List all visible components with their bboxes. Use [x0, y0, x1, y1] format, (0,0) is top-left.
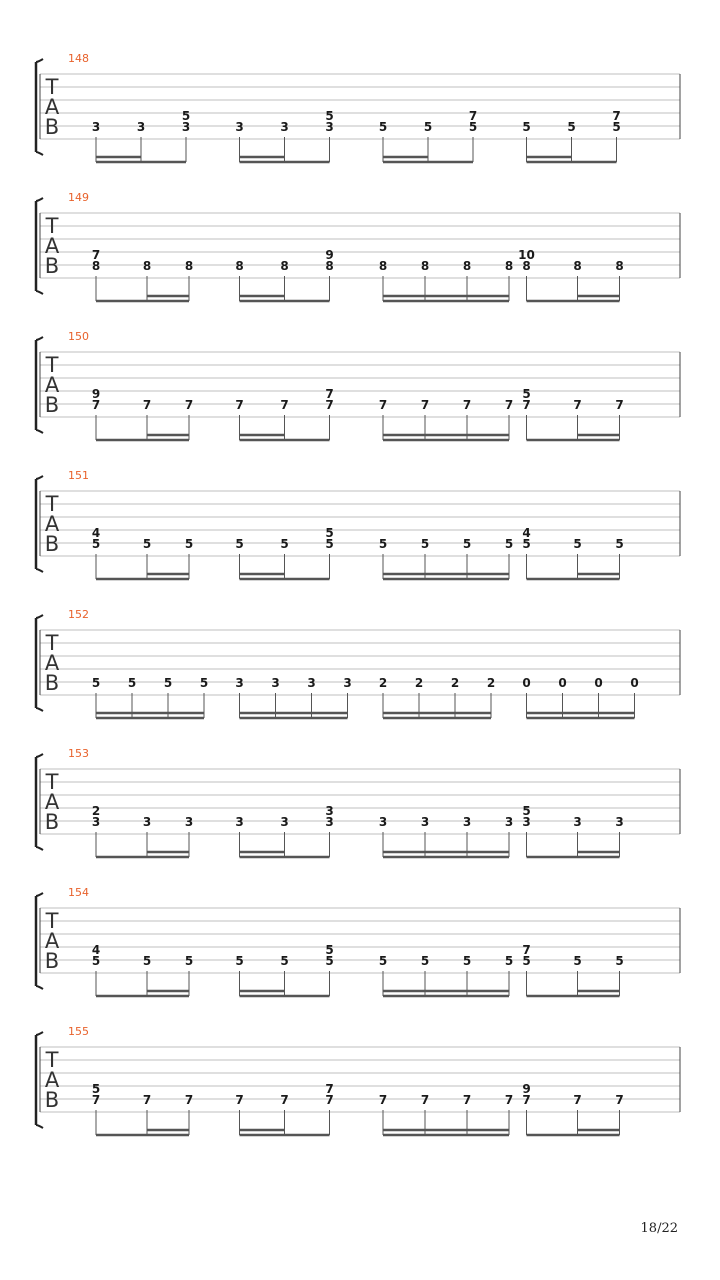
fret-number: 5 [91, 537, 101, 551]
fret-number: 8 [522, 259, 531, 273]
fret-number: 7 [184, 1093, 194, 1107]
fret-number: 3 [378, 815, 388, 829]
fret-number: 7 [280, 1093, 289, 1107]
measure-number: 152 [68, 608, 89, 621]
tab-clef-letter: T [45, 631, 59, 655]
fret-number: 7 [235, 1093, 244, 1107]
tab-system [36, 330, 680, 440]
fret-number: 5 [91, 954, 101, 968]
measure-number: 148 [68, 52, 89, 65]
fret-number: 5 [420, 954, 430, 968]
fret-number: 5 [199, 676, 209, 690]
fret-number: 7 [378, 398, 388, 412]
fret-number: 3 [235, 815, 244, 829]
fret-number: 5 [615, 954, 624, 968]
fret-number: 7 [462, 1093, 472, 1107]
fret-number: 5 [235, 537, 244, 551]
fret-number: 3 [522, 815, 531, 829]
fret-number: 2 [486, 676, 496, 690]
fret-number: 2 [91, 804, 101, 818]
fret-number: 5 [127, 676, 137, 690]
tab-clef-letter: B [44, 671, 60, 695]
fret-number: 5 [573, 954, 582, 968]
fret-number: 5 [612, 120, 621, 134]
fret-number: 7 [91, 1093, 101, 1107]
fret-number: 5 [181, 109, 191, 123]
fret-number: 5 [573, 537, 582, 551]
fret-number: 9 [325, 248, 334, 262]
fret-number: 7 [378, 1093, 388, 1107]
fret-number: 5 [504, 954, 514, 968]
fret-number: 5 [184, 954, 194, 968]
fret-number: 5 [91, 676, 101, 690]
fret-number: 7 [573, 1093, 582, 1107]
tab-clef-letter: A [44, 929, 60, 953]
fret-number: 5 [142, 954, 152, 968]
fret-number: 4 [522, 526, 531, 540]
measure-number: 151 [68, 469, 89, 482]
fret-number: 7 [504, 1093, 514, 1107]
measure-number: 149 [68, 191, 89, 204]
fret-number: 5 [423, 120, 433, 134]
tab-system [36, 608, 680, 718]
fret-number: 0 [522, 676, 531, 690]
fret-number: 5 [163, 676, 173, 690]
fret-number: 8 [91, 259, 101, 273]
tab-clef-letter: T [45, 75, 59, 99]
tab-clef-letter: B [44, 532, 60, 556]
fret-number: 5 [522, 954, 531, 968]
fret-number: 7 [615, 398, 624, 412]
measure-number: 153 [68, 747, 89, 760]
fret-number: 2 [414, 676, 424, 690]
fret-number: 3 [91, 120, 101, 134]
tab-clef-letter: B [44, 393, 60, 417]
fret-number: 5 [325, 537, 334, 551]
tab-system [36, 747, 680, 857]
fret-number: 7 [573, 398, 582, 412]
fret-number: 0 [630, 676, 639, 690]
tab-clef-letter: T [45, 909, 59, 933]
fret-number: 8 [235, 259, 244, 273]
fret-number: 7 [462, 398, 472, 412]
measure-number: 155 [68, 1025, 89, 1038]
fret-number: 5 [280, 537, 289, 551]
fret-number: 7 [325, 398, 334, 412]
fret-number: 5 [567, 120, 576, 134]
fret-number: 7 [142, 398, 152, 412]
fret-number: 5 [325, 954, 334, 968]
fret-number: 5 [468, 120, 478, 134]
tab-clef-letter: T [45, 770, 59, 794]
fret-number: 7 [612, 109, 621, 123]
fret-number: 9 [522, 1082, 531, 1096]
fret-number: 3 [280, 120, 289, 134]
fret-number: 5 [184, 537, 194, 551]
fret-number: 8 [184, 259, 194, 273]
fret-number: 3 [271, 676, 280, 690]
tab-clef-letter: A [44, 512, 60, 536]
fret-number: 5 [522, 120, 531, 134]
tab-clef-letter: T [45, 353, 59, 377]
fret-number: 3 [280, 815, 289, 829]
fret-number: 7 [184, 398, 194, 412]
fret-number: 8 [504, 259, 514, 273]
tab-clef-letter: T [45, 214, 59, 238]
tab-clef-letter: A [44, 651, 60, 675]
fret-number: 3 [325, 815, 334, 829]
measure-number: 150 [68, 330, 89, 343]
fret-number: 4 [91, 526, 101, 540]
fret-number: 3 [181, 120, 191, 134]
fret-number: 5 [420, 537, 430, 551]
fret-number: 7 [235, 398, 244, 412]
fret-number: 7 [325, 387, 334, 401]
fret-number: 0 [558, 676, 567, 690]
fret-number: 5 [522, 387, 531, 401]
fret-number: 9 [91, 387, 101, 401]
fret-number: 7 [615, 1093, 624, 1107]
fret-number: 5 [235, 954, 244, 968]
fret-number: 7 [280, 398, 289, 412]
fret-number: 7 [522, 943, 531, 957]
tab-clef-letter: A [44, 373, 60, 397]
fret-number: 8 [615, 259, 624, 273]
tab-clef-letter: A [44, 234, 60, 258]
fret-number: 7 [420, 398, 430, 412]
fret-number: 3 [136, 120, 146, 134]
fret-number: 8 [462, 259, 472, 273]
tab-clef-letter: B [44, 1088, 60, 1112]
fret-number: 7 [91, 248, 101, 262]
tab-clef-letter: A [44, 1068, 60, 1092]
fret-number: 7 [325, 1082, 334, 1096]
fret-number: 3 [462, 815, 472, 829]
fret-number: 3 [615, 815, 624, 829]
fret-number: 3 [504, 815, 514, 829]
fret-number: 3 [420, 815, 430, 829]
fret-number: 3 [343, 676, 352, 690]
fret-number: 8 [325, 259, 334, 273]
fret-number: 7 [325, 1093, 334, 1107]
fret-number: 3 [142, 815, 152, 829]
fret-number: 5 [378, 537, 388, 551]
fret-number: 5 [325, 526, 334, 540]
tab-clef-letter: T [45, 492, 59, 516]
fret-number: 5 [378, 954, 388, 968]
tab-clef-letter: B [44, 949, 60, 973]
fret-number: 7 [522, 1093, 531, 1107]
fret-number: 5 [280, 954, 289, 968]
fret-number: 4 [91, 943, 101, 957]
fret-number: 5 [504, 537, 514, 551]
fret-number: 5 [462, 954, 472, 968]
fret-number: 3 [235, 120, 244, 134]
fret-number: 8 [142, 259, 152, 273]
fret-number: 3 [184, 815, 194, 829]
tab-clef-letter: A [44, 790, 60, 814]
fret-number: 2 [378, 676, 388, 690]
fret-number: 5 [91, 1082, 101, 1096]
fret-number: 7 [420, 1093, 430, 1107]
fret-number: 8 [573, 259, 582, 273]
measure-number: 154 [68, 886, 89, 899]
fret-number: 5 [462, 537, 472, 551]
fret-number: 5 [325, 943, 334, 957]
page-number: 18/22 [640, 1221, 678, 1236]
fret-number: 3 [235, 676, 244, 690]
tab-system [36, 469, 680, 579]
fret-number: 2 [450, 676, 460, 690]
fret-number: 3 [325, 120, 334, 134]
fret-number: 3 [307, 676, 316, 690]
fret-number: 5 [522, 537, 531, 551]
tab-clef-letter: B [44, 115, 60, 139]
fret-number: 5 [522, 804, 531, 818]
tab-system [36, 191, 680, 301]
tab-clef-letter: B [44, 810, 60, 834]
fret-number: 7 [91, 398, 101, 412]
fret-number: 7 [504, 398, 514, 412]
fret-number: 5 [378, 120, 388, 134]
tab-system [36, 1025, 680, 1135]
fret-number: 8 [378, 259, 388, 273]
fret-number: 10 [518, 248, 535, 262]
fret-number: 5 [325, 109, 334, 123]
fret-number: 8 [420, 259, 430, 273]
tab-clef-letter: A [44, 95, 60, 119]
fret-number: 3 [91, 815, 101, 829]
tab-system [36, 52, 680, 162]
fret-number: 3 [325, 804, 334, 818]
tab-clef-letter: T [45, 1048, 59, 1072]
tab-clef-letter: B [44, 254, 60, 278]
fret-number: 7 [522, 398, 531, 412]
fret-number: 7 [468, 109, 478, 123]
fret-number: 5 [615, 537, 624, 551]
tab-system [36, 886, 680, 996]
fret-number: 5 [142, 537, 152, 551]
fret-number: 8 [280, 259, 289, 273]
fret-number: 7 [142, 1093, 152, 1107]
fret-number: 3 [573, 815, 582, 829]
fret-number: 0 [594, 676, 603, 690]
